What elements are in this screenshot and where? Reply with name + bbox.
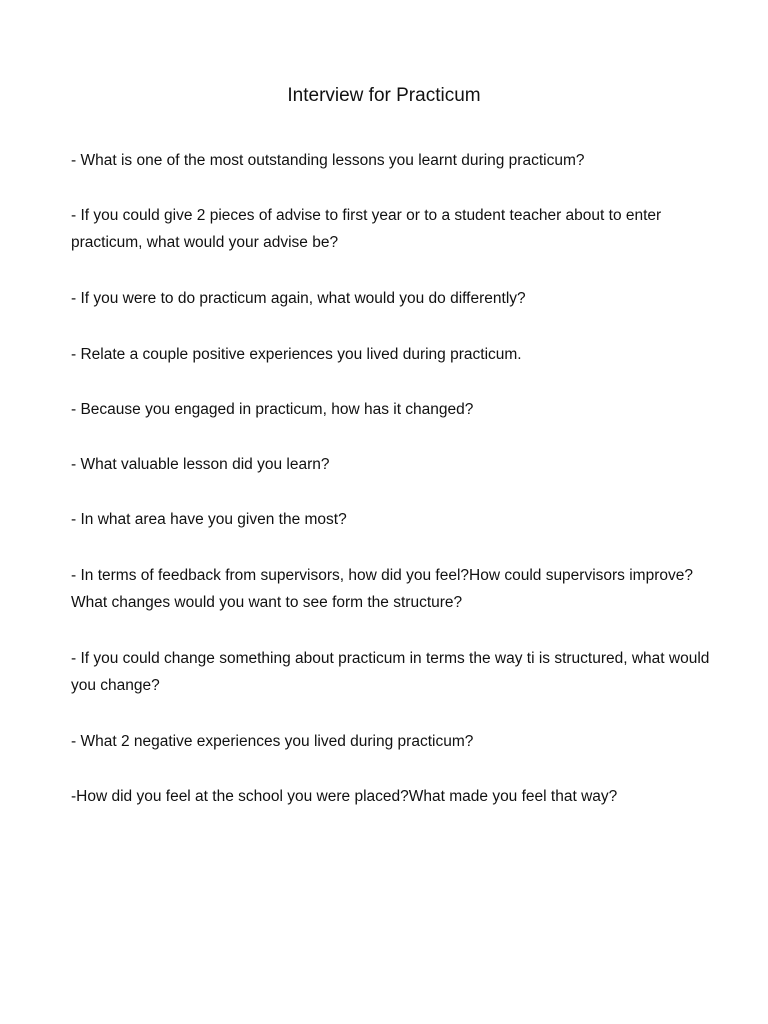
question-item: - What is one of the most outstanding lessons you learnt during practicum? [71, 152, 585, 169]
question-item: - If you were to do practicum again, what would you do differently? [71, 290, 526, 307]
question-item: - What 2 negative experiences you lived during practicum? [71, 733, 474, 750]
question-item: -How did you feel at the school you were placed?What made you feel that way? [71, 788, 618, 805]
question-item: - Relate a couple positive experiences you lived during practicum. [71, 346, 522, 363]
question-item: - In terms of feedback from supervisors, how did you feel?How could supervisors improve?What changes would you want to see form the structure? [71, 567, 693, 611]
question-item: - If you could give 2 pieces of advise to first year or to a student teacher about to enter practicum, what would your advise be? [71, 207, 662, 251]
question-item: - Because you engaged in practicum, how has it changed? [71, 401, 474, 418]
question-item: - If you could change something about practicum in terms the way ti is structured, what would you change? [71, 650, 710, 694]
question-item: - In what area have you given the most? [71, 511, 347, 528]
page-title: Interview for Practicum [287, 85, 481, 106]
question-item: - What valuable lesson did you learn? [71, 456, 330, 473]
